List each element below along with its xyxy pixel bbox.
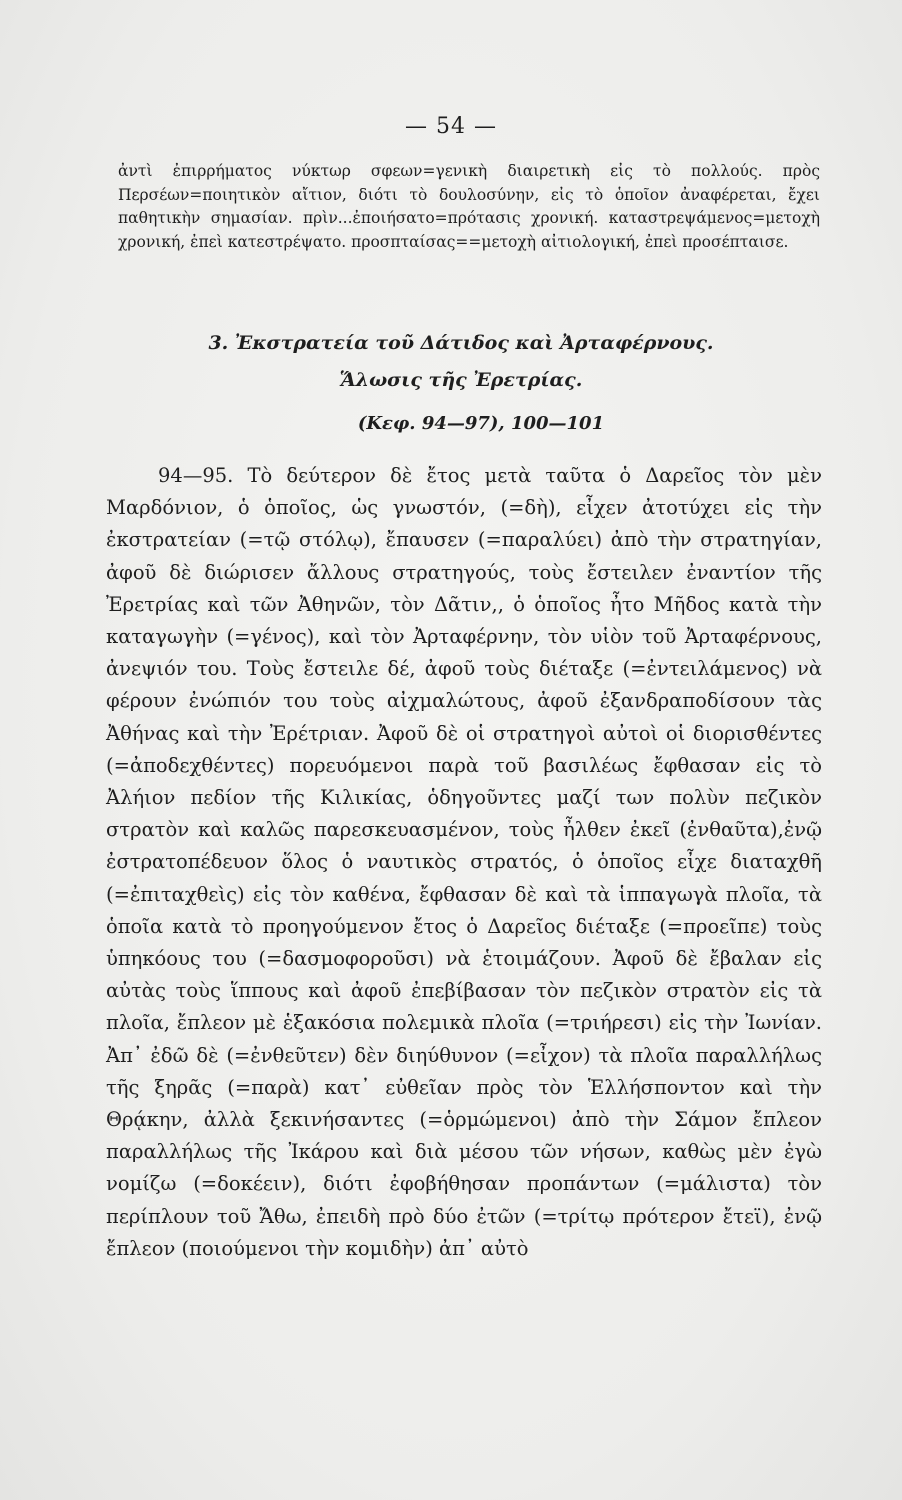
translation-paragraph: 94—95. Τὸ δεύτερον δὲ ἔτος μετὰ ταῦτα ὁ Δαρεῖος τὸν μὲν Μαρδόνιον, ὁ ὁποῖος, ὡς γνωστόν, (=δὴ), εἶχεν ἀτοτύχει εἰς τὴν ἐκστρατείαν (=τῷ στόλῳ), ἔπαυσεν (=παραλύει) ἀπὸ τὴν στρατηγίαν, ἀφοῦ δὲ διώρισεν ἄλλους στρατηγούς, τοὺς ἔστειλεν ἐναντίον τῆς Ἐρετρίας καὶ τῶν Ἀθηνῶν, τὸν Δᾶτιν,, ὁ ὁποῖος ἦτο Μῆδος κατὰ τὴν καταγωγὴν (=γένος), καὶ τὸν Ἀρταφέρνην, τὸν υἱὸν τοῦ Ἀρταφέρνους, ἀνεψιόν του. Τοὺς ἔστειλε δέ, ἀφοῦ τοὺς διέταξε (=ἐντειλάμενος) νὰ φέρουν ἐνώπιόν του τοὺς αἰχμαλώτους, ἀφοῦ ἐξανδραποδίσουν τὰς Ἀθήνας καὶ τὴν Ἐρέτριαν. Ἀφοῦ δὲ οἱ στρατηγοὶ αὐτοὶ οἱ διορισθέντες (=ἀποδεχθέντες) πορευόμενοι παρὰ τοῦ βασιλέως ἔφθασαν εἰς τὸ Ἀλήιον πεδίον τῆς Κιλικίας, ὁδηγοῦντες μαζί των πολὺν πεζικὸν στρατὸν καὶ καλῶς παρεσκευασμένον, τοὺς ἦλθεν ἐκεῖ (ἐνθαῦτα),ἐνῷ ἐστρατοπέδευον ὅλος ὁ ναυτικὸς στρατός, ὁ ὁποῖος εἶχε διαταχθῆ (=ἐπιταχθεὶς) εἰς τὸν καθένα, ἔφθασαν δὲ καὶ τὰ ἱππαγωγὰ πλοῖα, τὰ ὁποῖα κατὰ τὸ προηγούμενον ἔτος ὁ Δαρεῖος διέταξε (=προεῖπε) τοὺς ὑπηκόους του (=δασμοφοροῦσι) νὰ ἑτοιμάζουν. Ἀφοῦ δὲ ἔβαλαν εἰς αὐτὰς τοὺς ἵππους καὶ ἀφοῦ ἐπεβίβασαν τὸν πεζικὸν στρατὸν εἰς τὰ πλοῖα, ἔπλεον μὲ ἑξακόσια πολεμικὰ πλοῖα (=τριήρεσι) εἰς τὴν Ἰωνίαν. Ἀπ᾿ ἐδῶ δὲ (=ἐνθεῦτεν) δὲν διηύθυνον (=εἶχον) τὰ πλοῖα παραλλήλως τῆς ξηρᾶς (=παρὰ) κατ᾿ εὐθεῖαν πρὸς τὸν Ἑλλήσποντον καὶ τὴν Θρᾴκην, ἀλλὰ ξεκινήσαντες (=ὁρμώμενοι) ἀπὸ τὴν Σάμον ἔπλεον παραλλήλως τῆς Ἰκάρου καὶ διὰ μέσου τῶν νήσων, καθὼς μὲν ἐγὼ νομίζω (=δοκέειν), διότι ἐφοβήθησαν προπάντων (=μάλιστα) τὸν περίπλουν τοῦ Ἄθω, ἐπειδὴ πρὸ δύο ἐτῶν (=τρίτῳ πρότερον ἔτεϊ), ἐνῷ ἔπλεον (ποιούμενοι τὴν κομιδὴν) ἀπ᾿ αὐτὸ [106, 464, 822, 1260]
grammar-notes [118, 160, 820, 254]
section-subtitle: Ἅλωσις τῆς Ἐρετρίας. [339, 369, 583, 391]
page-number: — 54 — [405, 114, 497, 139]
notes-text: ἀντὶ ἐπιρρήματος νύκτωρ σφεων=γενικὴ διαιρετικὴ εἰς τὸ πολλούς. πρὸς Περσέων=ποιητικὸν αἴτιον, διότι τὸ δουλοσύνην, εἰς τὸ ὁποῖον ἀναφέρεται, ἔχει παθητικὴν σημασίαν. πρὶν...ἐποιήσατο=πρότασις χρονική. καταστρεψάμενος=μετοχὴ χρονική, ἐπεὶ κατεστρέψατο. προσπταίσας==μετοχὴ αἰτιολογική, ἐπεὶ προσέπταισε. [118, 162, 820, 251]
chapter-reference: (Κεφ. 94—97), 100—101 [357, 413, 605, 434]
section-title: 3. Ἐκστρατεία τοῦ Δάτιδος καὶ Ἀρταφέρνους. [208, 332, 714, 354]
translation-body [106, 460, 822, 1265]
